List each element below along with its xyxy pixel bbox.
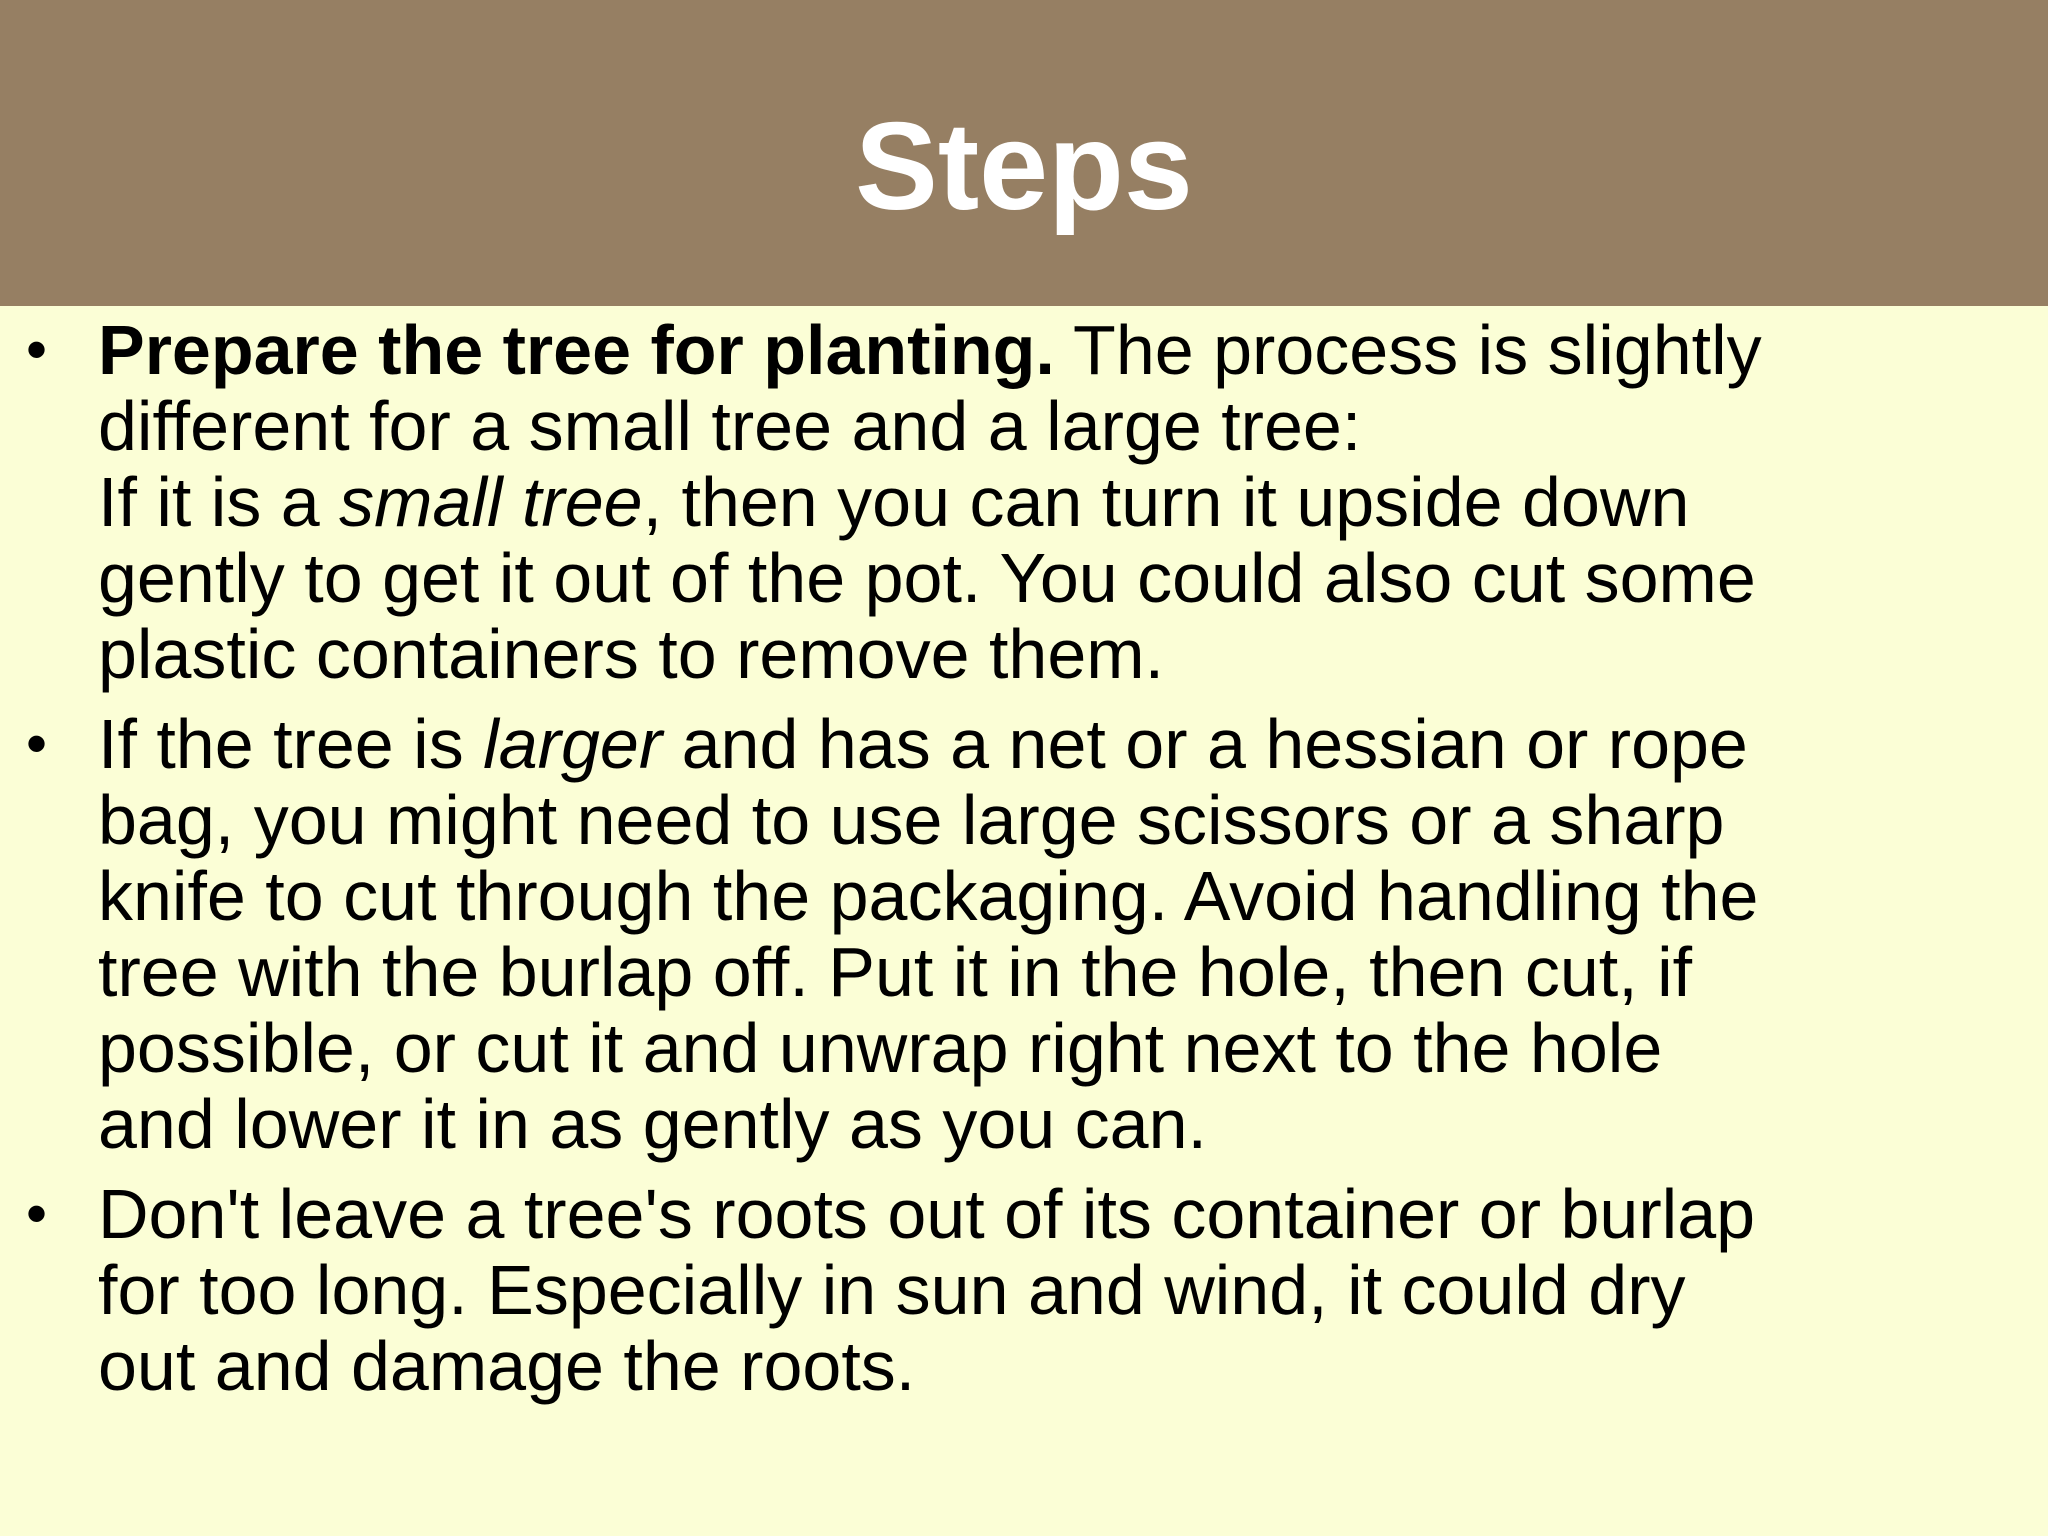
bullet-line: gently to get it out of the pot. You could also cut some (98, 539, 1756, 617)
bullet-line: for too long. Especially in sun and wind, it could dry (98, 1251, 1686, 1329)
bullet-line: plastic containers to remove them. (98, 615, 1165, 693)
line-text: If the tree is (98, 705, 484, 783)
bullet-line: tree with the burlap off. Put it in the hole, then cut, if (98, 933, 1693, 1011)
line-text: , then you can turn it upside down (642, 463, 1690, 541)
italic-phrase: larger (483, 705, 663, 783)
bold-phrase: Prepare the tree for planting. (98, 311, 1055, 389)
line-text: The process is slightly (1054, 311, 1762, 389)
italic-phrase: small tree (339, 463, 643, 541)
bullet-line: Don't leave a tree's roots out of its container or burlap (98, 1175, 1756, 1253)
bullet-list (0, 312, 2048, 1418)
bullet-item-prepare (0, 312, 2048, 692)
bullet-line (98, 464, 2008, 540)
bullet-line: knife to cut through the packaging. Avoid handling the (98, 857, 1759, 935)
line-text: and has a net or a hessian or rope (662, 705, 1748, 783)
title-bar (0, 0, 2048, 306)
bullet-line (98, 312, 2008, 388)
bullet-line: different for a small tree and a large tree: (98, 387, 1362, 465)
bullet-line: bag, you might need to use large scissors or a sharp (98, 781, 1725, 859)
bullet-line: out and damage the roots. (98, 1327, 916, 1405)
bullet-marker: • (26, 316, 48, 383)
bullet-line: possible, or cut it and unwrap right next to the hole (98, 1009, 1663, 1087)
bullet-item-larger-tree (0, 706, 2048, 1162)
slide-title: Steps (855, 98, 1193, 236)
bullet-item-roots-warning (0, 1176, 2048, 1404)
bullet-line (98, 706, 2008, 782)
bullet-marker: • (26, 710, 48, 777)
line-text: If it is a (98, 463, 340, 541)
bullet-line: and lower it in as gently as you can. (98, 1085, 1207, 1163)
bullet-marker: • (26, 1180, 48, 1247)
